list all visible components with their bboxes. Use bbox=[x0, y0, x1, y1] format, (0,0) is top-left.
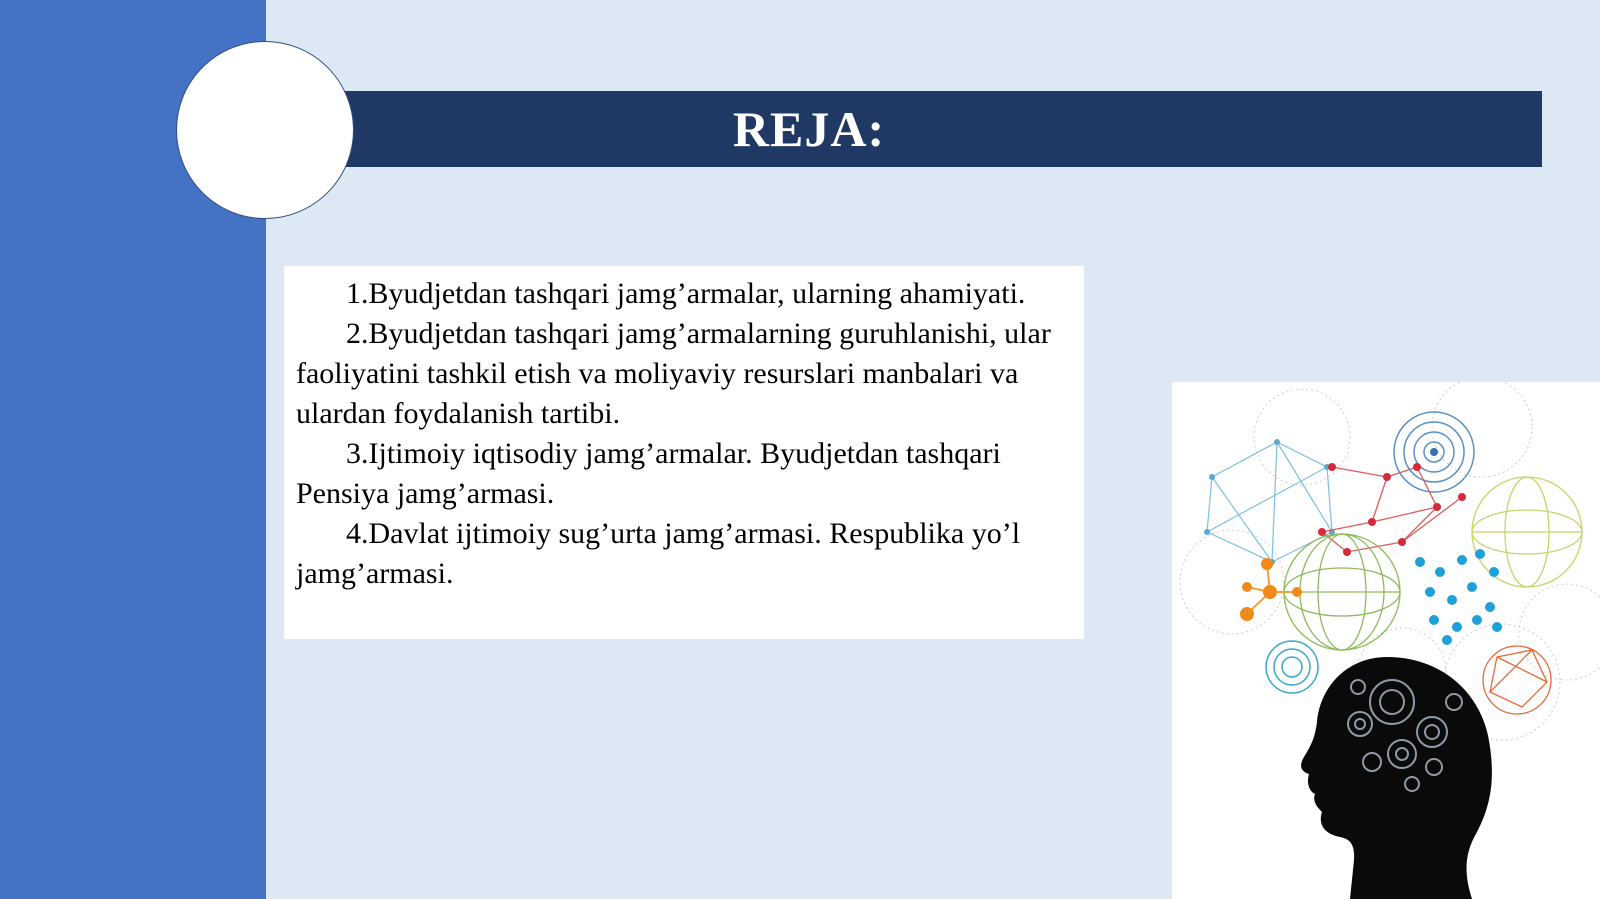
plan-item-4: 4.Davlat ijtimoiy sug’urta jamg’armasi. Respublika yo’l jamg’armasi. bbox=[296, 517, 1021, 590]
plan-list bbox=[284, 266, 1084, 639]
plan-item-3: 3.Ijtimoiy iqtisodiy jamg’armalar. Byudjetdan tashqari Pensiya jamg’armasi. bbox=[296, 437, 1001, 510]
plan-item-2: 2.Byudjetdan tashqari jamg’armalarning guruhlanishi, ular faoliyatini tashkil etish va moliyaviy resurslari manbalari va ulardan foydalanish tartibi. bbox=[296, 317, 1051, 430]
slide-title: REJA: bbox=[732, 101, 886, 157]
plan-item-1: 1.Byudjetdan tashqari jamg’armalar, ularning ahamiyati. bbox=[346, 277, 1026, 310]
decorative-circle bbox=[176, 41, 354, 219]
head-with-network-icon bbox=[1172, 382, 1600, 899]
